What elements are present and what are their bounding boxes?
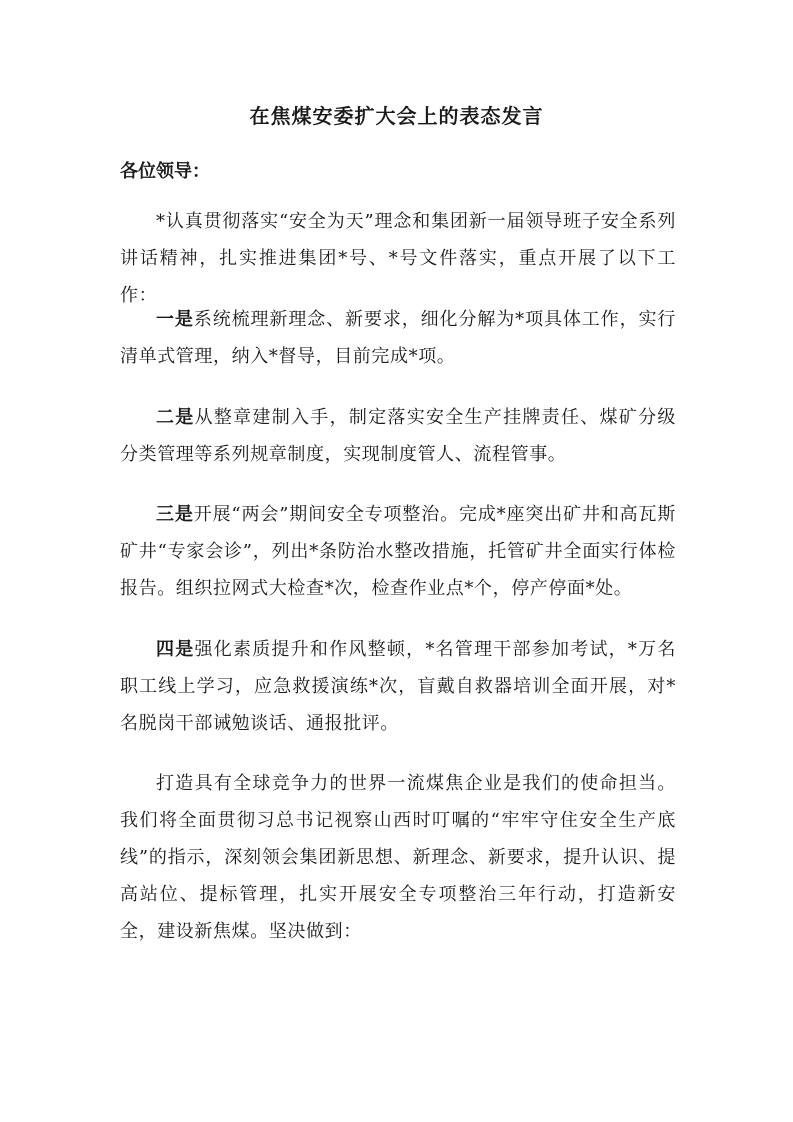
paragraph-lead: 四是 (156, 639, 195, 660)
paragraph-intro (120, 203, 676, 314)
paragraph-item-1 (120, 301, 676, 375)
paragraph-text: 系统梳理新理念、新要求，细化分解为*项具体工作，实行清单式管理，纳入*督导，目前完成*项。 (120, 309, 676, 367)
paragraph-text: 从整章建制入手，制定落实安全生产挂牌责任、煤矿分级分类管理等系列规章制度，实现制度管人、流程管事。 (120, 407, 677, 465)
paragraph-lead: 三是 (156, 504, 194, 525)
document-title: 在焦煤安委扩大会上的表态发言 (249, 104, 544, 128)
paragraph-item-3 (120, 496, 676, 607)
paragraph-lead: 一是 (156, 309, 194, 330)
paragraph-commitment (120, 765, 676, 950)
paragraph-lead: 二是 (156, 407, 195, 428)
paragraph-item-4 (120, 631, 676, 742)
paragraph-text: 强化素质提升和作风整顿，*名管理干部参加考试，*万名职工线上学习，应急救援演练*次，盲戴自救器培训全面开展，对*名脱岗干部诫勉谈话、通报批评。 (120, 639, 676, 734)
salutation: 各位领导： (120, 161, 210, 182)
paragraph-text: *认真贯彻落实“安全为天”理念和集团新一届领导班子安全系列讲话精神，扎实推进集团*号、*号文件落实，重点开展了以下工作： (120, 211, 676, 306)
paragraph-text: 打造具有全球竞争力的世界一流煤焦企业是我们的使命担当。我们将全面贯彻习总书记视察山西时叮嘱的“牢牢守住安全生产底线”的指示，深刻领会集团新思想、新理念、新要求，提升认识、提高站位、提标管理，扎实开展安全专项整治三年行动，打造新安全，建设新焦煤。坚决做到： (120, 773, 676, 942)
paragraph-text: 开展“两会”期间安全专项整治。完成*座突出矿井和高瓦斯矿井“专家会诊”，列出*条防治水整改措施，托管矿井全面实行体检报告。组织拉网式大检查*次，检查作业点*个，停产停面*处。 (120, 504, 676, 599)
paragraph-item-2 (120, 399, 676, 473)
